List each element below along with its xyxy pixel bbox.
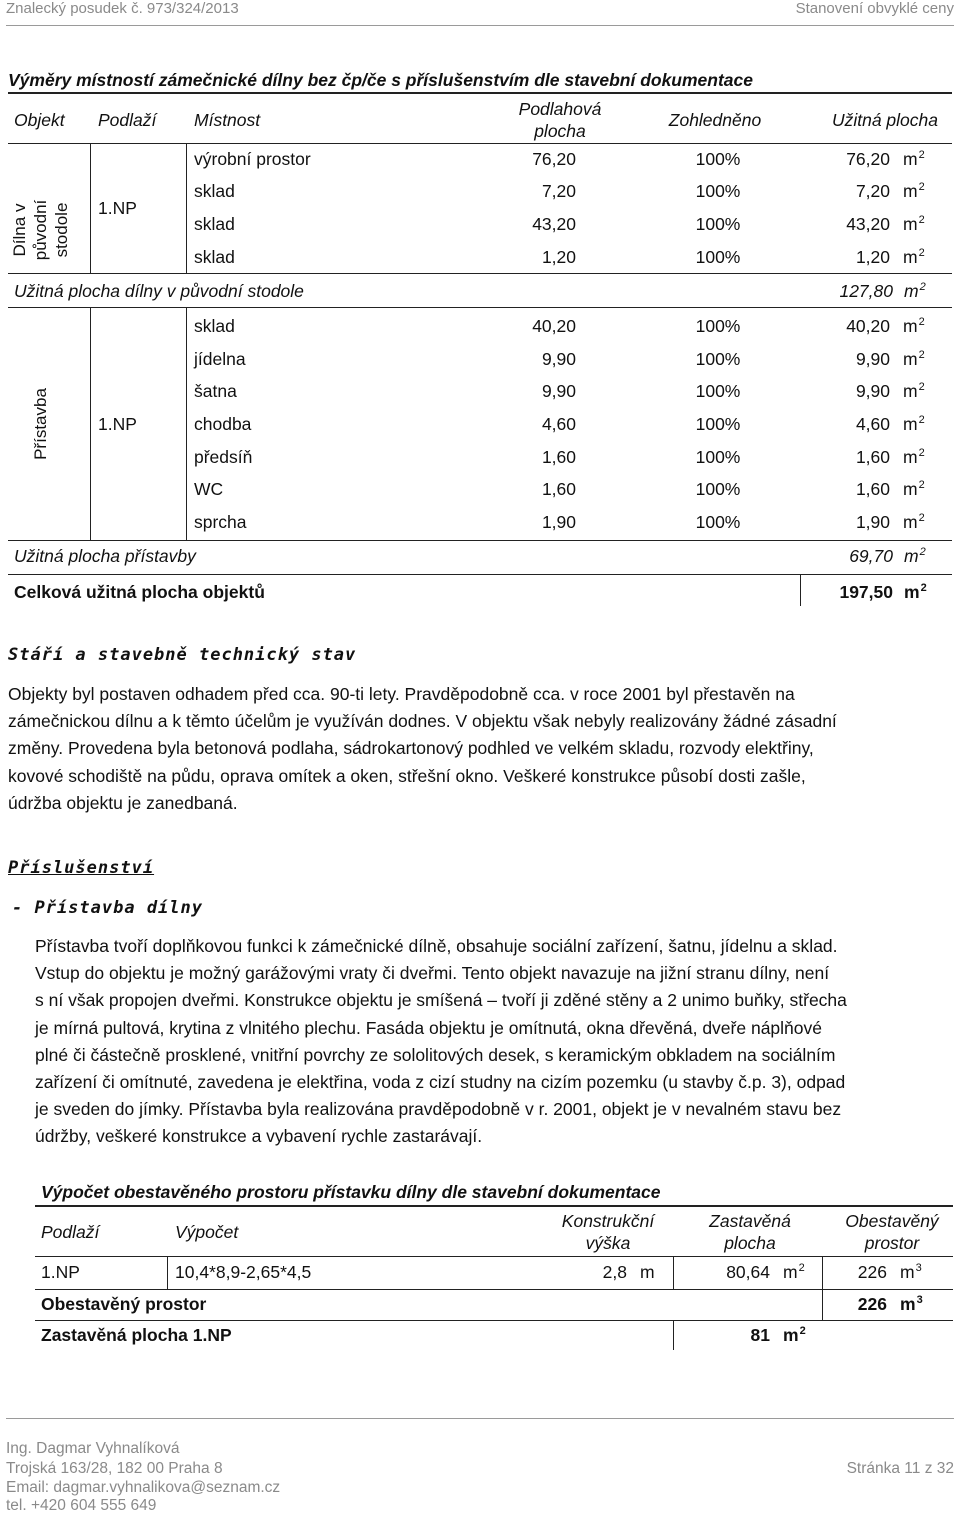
t2-header-vyska-1: Konstrukční: [561, 1211, 655, 1231]
group2-subtotal-rule: [8, 574, 952, 575]
group2-podlazi: 1.NP: [98, 414, 137, 434]
group1-objekt-label: Dílna v původní stodole: [10, 199, 71, 261]
col-header-podlahova-line1: Podlahová: [518, 99, 602, 119]
col-header-zohledneno: Zohledněno: [668, 110, 762, 130]
group2-bottom-rule: [8, 540, 952, 541]
t2-header-obestaveny-2: prostor: [864, 1233, 920, 1253]
footer-page-number: Stránka 11 z 32: [846, 1460, 954, 1477]
group1-bottom-rule: [8, 273, 952, 274]
t2-header-obestaveny-1: Obestavěný: [845, 1211, 939, 1231]
t2-header-vyska-2: výška: [585, 1233, 631, 1253]
grand-total-label: Celková užitná plocha objektů: [14, 582, 265, 602]
total-volume-label: Obestavěný prostor: [41, 1294, 207, 1314]
col-header-mistnost: Místnost: [194, 110, 261, 130]
group1-subtotal-value: 127,80: [839, 281, 893, 301]
header-section-title: Stanovení obvyklé ceny: [795, 0, 954, 17]
accessories-text: Přístavba tvoří doplňkovou funkci k zámečnické dílně, obsahuje sociální zařízení, šatnu, jídelnu a sklad. Vstup do objektu je možný garážovými vraty či dveřmi. Tento objekt navazuje na jižní stranu dílny, není s ní však propojen dveřmi. Konstrukce objektu je smíšená – tvoří ji zděné stěny a 2 unimo buňky, střecha je mírná pultová, krytina z vlnitého plechu. Fasáda objektu je omítnutá, okna dřevěná, dveře náplňové plné či částečně prosklené, vnitřní povrchy ze sololitových desek, s keramickým obkladem na sociálním zařízení či omítnuté, zavedena je elektřina, voda z cizí studny na cizím pozemku (u stavby č.p. 3), odpad je sveden do jímky. Přístavba byla realizována pravděpodobně v r. 2001, objekt je v nevalném stavu bez údržby, veškeré konstrukce a vybavení rychle zastarávají.: [35, 936, 847, 1147]
t2-header-zastavena-1: Zastavěná: [709, 1211, 791, 1231]
group2-divider-right: [186, 307, 187, 540]
group1-subtotal-rule: [8, 307, 952, 308]
table1-top-rule: [8, 92, 952, 94]
grand-total-value: 197,50: [839, 582, 893, 602]
footer-divider: [6, 1418, 954, 1419]
group1-divider-right: [186, 143, 187, 273]
built-area-value: 81: [750, 1325, 770, 1345]
header-divider: [6, 25, 954, 26]
col-header-podlazi: Podlaží: [98, 110, 157, 130]
footer-email: Email: dagmar.vyhnalikova@seznam.cz: [6, 1479, 281, 1496]
group2-objekt-label: Přístavba: [31, 388, 50, 460]
table1-header-rule: [8, 143, 952, 144]
header-document-number: Znalecký posudek č. 973/324/2013: [6, 0, 239, 17]
group1-subtotal-label: Užitná plocha dílny v původní stodole: [14, 281, 304, 301]
accessories-section-title: Příslušenství: [8, 858, 155, 878]
group2-divider-left: [90, 307, 91, 540]
volume-table-title: Výpočet obestavěného prostoru přístavku dílny dle stavební dokumentace: [41, 1182, 661, 1202]
footer-address: Trojská 163/28, 182 00 Praha 8: [6, 1460, 223, 1477]
group2-subtotal-value: 69,70: [849, 546, 893, 566]
group1-divider-left: [90, 143, 91, 273]
footer-phone: tel. +420 604 555 649: [6, 1497, 157, 1514]
group2-subtotal-label: Užitná plocha přístavby: [14, 546, 196, 566]
t2-header-vypocet: Výpočet: [175, 1222, 239, 1242]
group1-podlazi: 1.NP: [98, 198, 137, 218]
page-header: [0, 0, 960, 26]
t2-header-podlazi: Podlaží: [41, 1222, 100, 1242]
t2-header-zastavena-2: plocha: [724, 1233, 776, 1253]
footer-author: Ing. Dagmar Vyhnalíková: [6, 1440, 180, 1457]
age-section-text: Objekty byl postaven odhadem před cca. 90-ti lety. Pravděpodobně cca. v roce 2001 byl přestavěn na zámečnickou dílnu a k těmto účelům je využíván dodnes. V objektu však nebyly realizovány žádné zásadní změny. Provedena byla betonová podlaha, sádrokartonový podhled ve velkém skladu, rozvody elektřiny, kovové schodiště na půdu, oprava omítek a oken, střešní okno. Veškeré konstrukce působí dosti zašle, údržba objektu je zanedbaná.: [8, 684, 837, 813]
accessories-subtitle: - Přístavba dílny: [12, 898, 203, 918]
age-section-title: Stáří a stavebně technický stav: [8, 645, 357, 665]
col-header-podlahova-line2: plocha: [534, 121, 586, 141]
built-area-label: Zastavěná plocha 1.NP: [41, 1325, 232, 1345]
col-header-uzitna: Užitná plocha: [831, 110, 938, 130]
col-header-objekt: Objekt: [14, 110, 65, 130]
total-volume-value: 226: [857, 1294, 887, 1314]
room-area-table-title: Výměry místností zámečnické dílny bez čp/če s příslušenstvím dle stavební dokumentace: [8, 70, 754, 90]
